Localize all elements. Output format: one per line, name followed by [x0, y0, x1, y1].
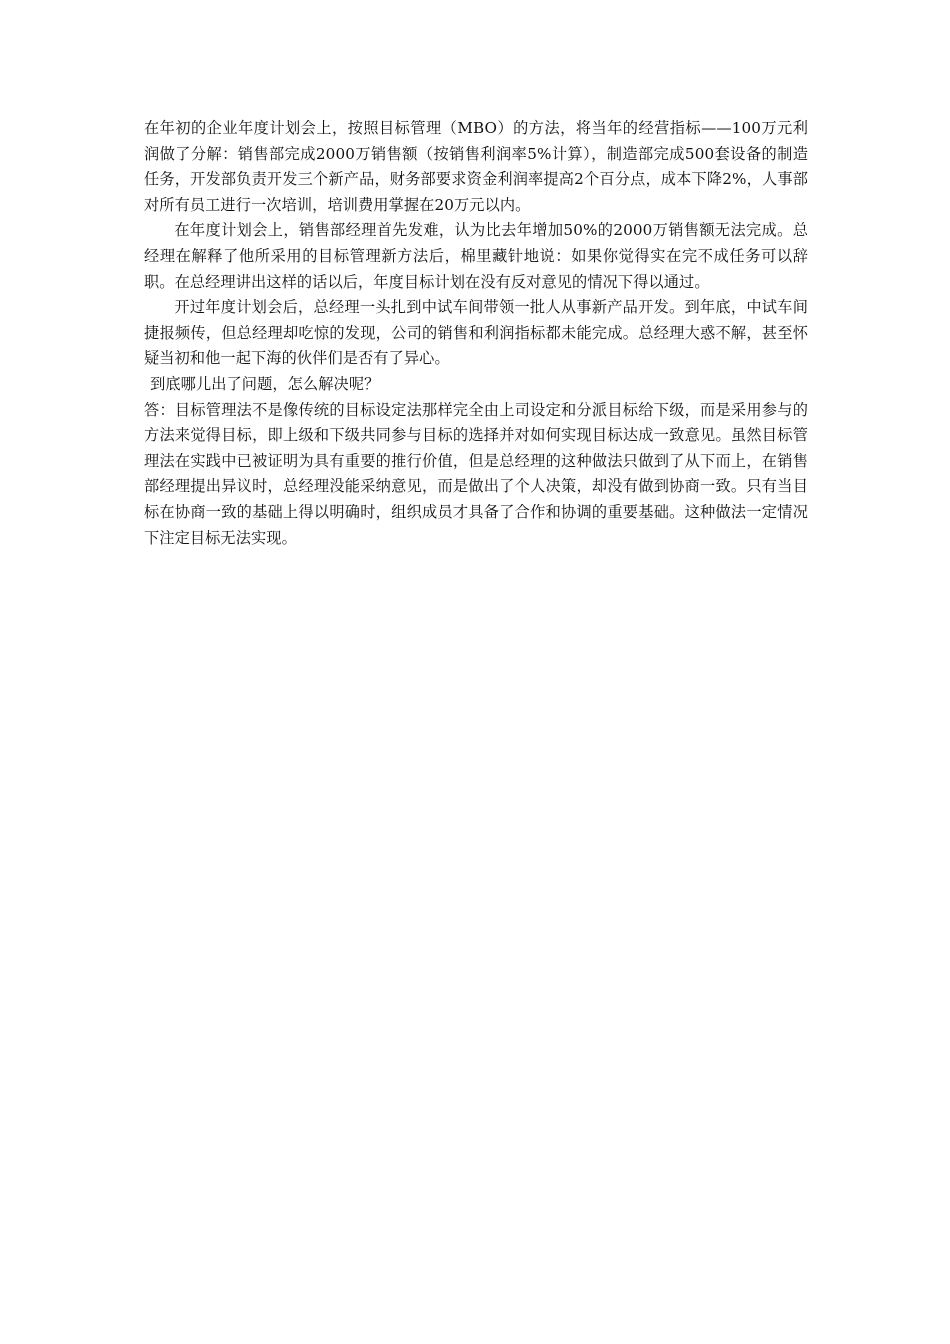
answer-text: 答：目标管理法不是像传统的目标设定法那样完全由上司设定和分派目标给下级，而是采用参与的方法来觉得目标，即上级和下级共同参与目标的选择并对如何实现目标达成一致意见。虽然目标管理法在实践中已被证明为具有重要的推行价值，但是总经理的这种做法只做到了从下而上，在销售部经理提出异议时，总经理没能采纳意见，而是做出了个人决策，却没有做到协商一致。只有当目标在协商一致的基础上得以明确时，组织成员才具备了合作和协调的重要基础。这种做法一定情况下注定目标无法实现。 — [144, 400, 808, 547]
document-body — [144, 116, 808, 551]
paragraph-planning-meeting: 在年度计划会上，销售部经理首先发难，认为比去年增加50%的2000万销售额无法完成。总经理在解释了他所采用的目标管理新方法后，棉里藏针地说：如果你觉得实在完不成任务可以辞职。在总经理讲出这样的话以后，年度目标计划在没有反对意见的情况下得以通过。 — [144, 221, 808, 291]
question-text: 到底哪儿出了问题，怎么解决呢？ — [150, 374, 380, 393]
paragraph-background: 在年初的企业年度计划会上，按照目标管理（MBO）的方法，将当年的经营指标——100万元利润做了分解：销售部完成2000万销售额（按销售利润率5%计算），制造部完成500套设备的制造任务，开发部负责开发三个新产品，财务部要求资金利润率提高2个百分点，成本下降2%，人事部对所有员工进行一次培训，培训费用掌握在20万元以内。 — [144, 119, 808, 214]
paragraph-year-end-result: 开过年度计划会后，总经理一头扎到中试车间带领一批人从事新产品开发。到年底，中试车间捷报频传，但总经理却吃惊的发现，公司的销售和利润指标都未能完成。总经理大惑不解，甚至怀疑当初和他一起下海的伙伴们是否有了异心。 — [144, 298, 808, 368]
